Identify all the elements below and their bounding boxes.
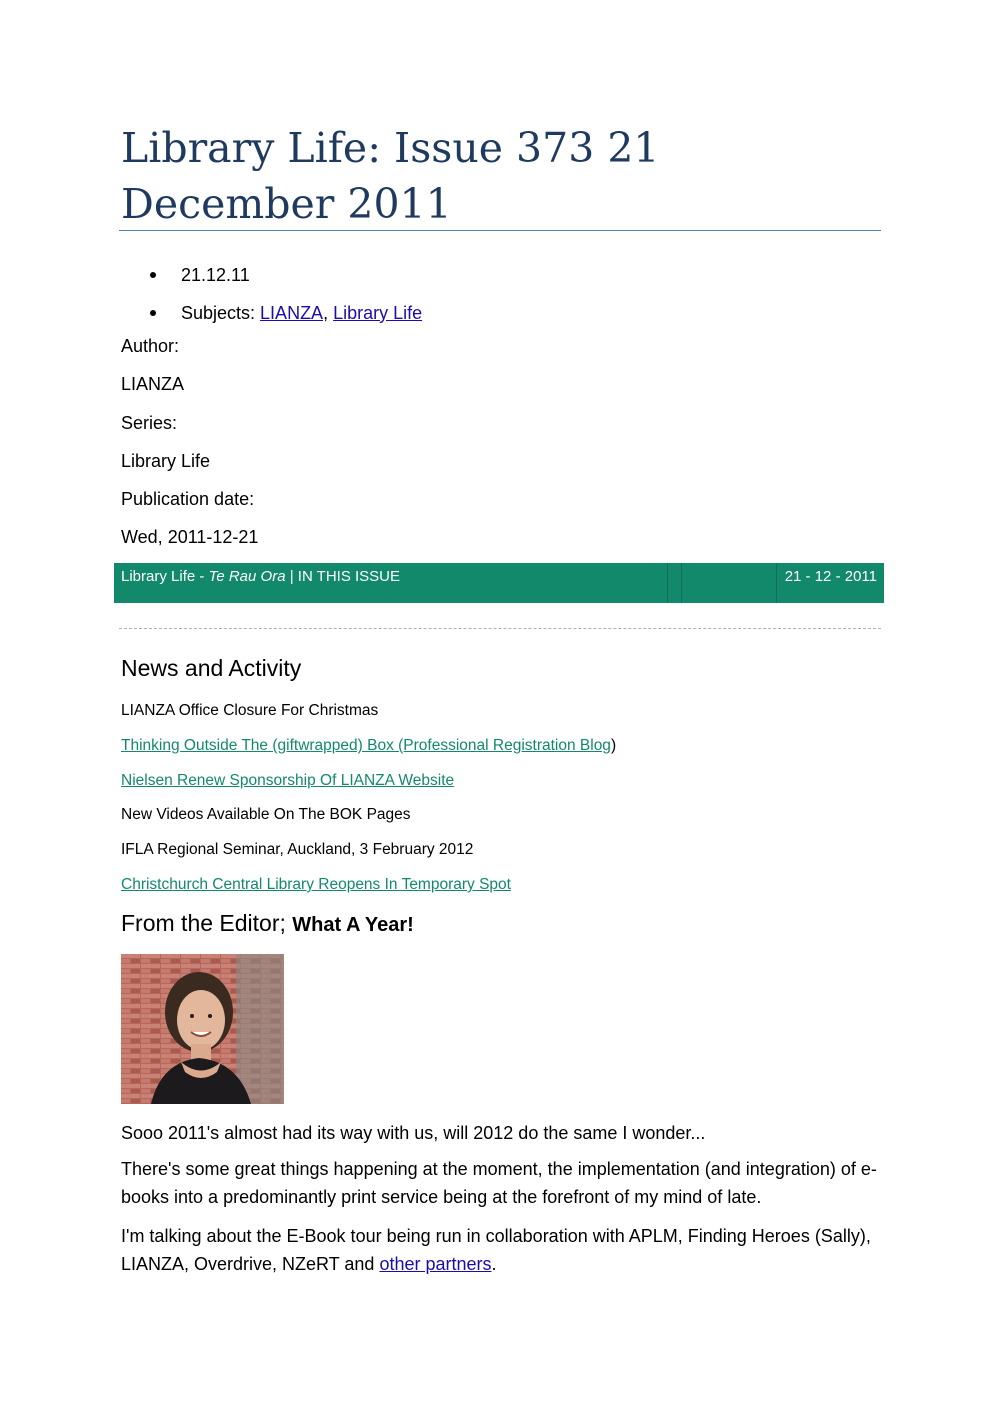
author-value: LIANZA (121, 374, 185, 395)
banner-title: Library Life - Te Rau Ora | IN THIS ISSUE (121, 568, 401, 585)
editor-paragraph: Sooo 2011's almost had its way with us, will 2012 do the same I wonder... (121, 1123, 706, 1143)
article-metadata (121, 333, 258, 563)
subjects-separator: , (323, 302, 334, 323)
news-link[interactable]: Nielsen Renew Sponsorship Of LIANZA Website (121, 771, 455, 789)
banner-divider (667, 563, 668, 603)
news-heading: News and Activity (121, 655, 302, 681)
subject-link-lianza[interactable]: LIANZA (260, 302, 324, 323)
banner-maori-title: Te Rau Ora (208, 568, 286, 585)
series-label: Series: (121, 412, 178, 433)
editor-portrait-image (121, 954, 284, 1104)
page-title: Library Life: Issue 373 21 December 2011 (121, 124, 660, 228)
section-divider (119, 628, 881, 629)
banner-divider (776, 563, 777, 603)
title-divider (119, 230, 881, 231)
editor-heading: From the Editor; What A Year! (121, 910, 414, 936)
article-date: 21.12.11 (181, 264, 250, 285)
subjects-label: Subjects: (181, 302, 261, 323)
news-link[interactable]: Thinking Outside The (giftwrapped) Box (Professional Registration Blog (121, 736, 611, 754)
news-item: IFLA Regional Seminar, Auckland, 3 February 2012 (121, 841, 474, 859)
editor-photo (121, 954, 284, 1104)
bullet-icon (150, 310, 156, 316)
subject-link-library-life[interactable]: Library Life (333, 302, 423, 323)
publication-date-value: Wed, 2011-12-21 (121, 527, 259, 548)
series-value: Library Life (121, 450, 211, 471)
editor-subheading: What A Year! (292, 914, 414, 936)
news-item (121, 770, 616, 805)
publication-date-label: Publication date: (121, 489, 255, 510)
news-list (121, 700, 616, 909)
news-item (121, 874, 616, 909)
news-link[interactable]: Christchurch Central Library Reopens In Temporary Spot (121, 875, 511, 893)
bullet-icon (150, 272, 156, 278)
banner-date: 21 - 12 - 2011 (784, 568, 877, 585)
issue-banner (114, 563, 884, 603)
article-info-list (150, 256, 422, 332)
news-item: LIANZA Office Closure For Christmas (121, 702, 379, 719)
news-item: New Videos Available On The BOK Pages (121, 806, 411, 824)
author-label: Author: (121, 336, 180, 356)
other-partners-link[interactable]: other partners (379, 1254, 492, 1274)
list-item-subjects (150, 294, 422, 332)
banner-divider (681, 563, 682, 603)
list-item-date (150, 256, 422, 294)
editor-paragraph: I'm talking about the E-Book tour being run in collaboration with APLM, Finding Heroes (Sally), LIANZA, Overdrive, NZeRT and other partners. (121, 1226, 871, 1274)
editor-paragraph: There's some great things happening at the moment, the implementation (and integration) of e-books into a predominantly print service being at the forefront of my mind of late. (121, 1159, 877, 1207)
news-item: Thinking Outside The (giftwrapped) Box (Professional Registration Blog) (121, 736, 617, 754)
